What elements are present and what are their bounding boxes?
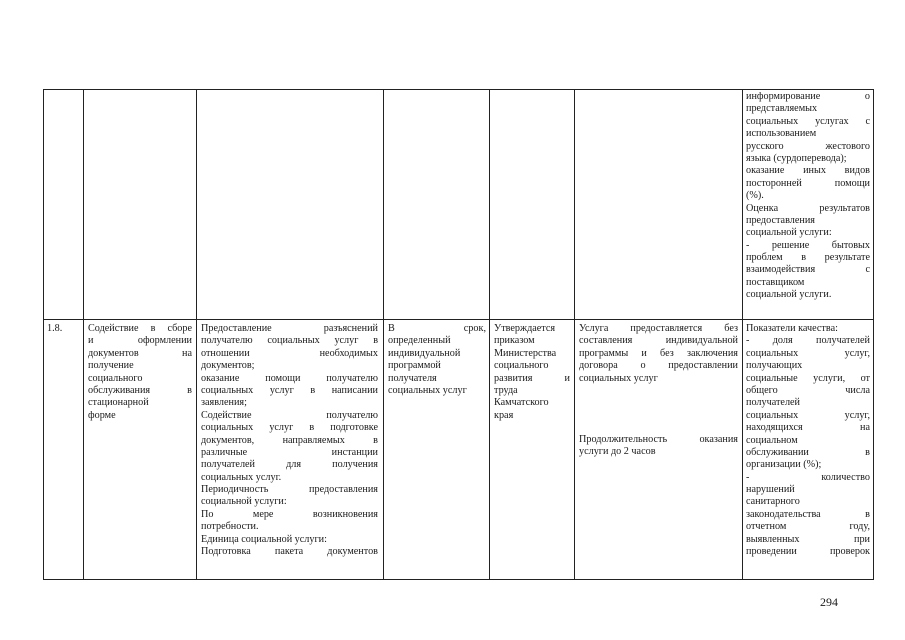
- text-line: отношении необходимых: [201, 347, 378, 359]
- text-line: документов на: [88, 347, 192, 359]
- text-line: взаимодействия с: [746, 264, 870, 276]
- text-line: Содействие в сборе: [88, 323, 192, 334]
- text-line: Предоставление разъяснений: [201, 323, 378, 334]
- text-line: обслуживания в: [88, 384, 192, 396]
- text-line: - доля получателей: [746, 335, 870, 347]
- text-line: социальных услугах с: [746, 115, 870, 127]
- text-line: использованием: [746, 128, 817, 140]
- text-line: программой: [388, 360, 441, 372]
- column-divider: [742, 89, 743, 580]
- text-line: социального: [88, 372, 143, 384]
- table-border-bottom: [43, 579, 874, 580]
- text-line: получателей: [746, 397, 801, 409]
- text-line: приказом: [494, 335, 535, 347]
- text-line: социальных услуг в подготовке: [201, 422, 378, 434]
- text-line: - решение бытовых: [746, 239, 870, 251]
- text-line: потребности.: [201, 521, 259, 533]
- text-line: (%).: [746, 190, 764, 202]
- text-line: Подготовка пакета документов: [201, 546, 378, 558]
- text-line: социальной услуги:: [746, 227, 832, 239]
- text-line: законодательства в: [746, 508, 870, 520]
- text-line: Периодичность предоставления: [201, 484, 378, 496]
- column-divider: [489, 89, 490, 580]
- text-line: общего числа: [746, 384, 870, 396]
- column-divider: [383, 89, 384, 580]
- text-line: поставщиком: [746, 276, 805, 288]
- text-line: услуги до 2 часов: [579, 446, 656, 458]
- text-line: предоставления: [746, 214, 815, 226]
- page-number: 294: [820, 595, 838, 609]
- text-line: составления индивидуальной: [579, 335, 738, 347]
- text-line: развития и: [494, 372, 570, 384]
- text-line: форме: [88, 409, 116, 421]
- text-line: и оформлении: [88, 335, 192, 347]
- text-line: организации (%);: [746, 459, 822, 471]
- text-line: социальных услуг.: [201, 471, 282, 483]
- text-line: социальных услуг в написании: [201, 384, 378, 396]
- table-border-top: [43, 89, 874, 90]
- text-line: стационарной: [88, 397, 149, 409]
- text-line: социальных услуг,: [746, 409, 870, 421]
- text-line: представляемых: [746, 103, 818, 115]
- text-line: социальных услуг: [579, 372, 658, 384]
- text-line: санитарного: [746, 496, 800, 508]
- row-number-cell: [47, 323, 81, 335]
- text-line: Оценка результатов: [746, 202, 870, 214]
- text-line: социального: [494, 360, 549, 372]
- text-line: получающих: [746, 360, 803, 372]
- text-line: края: [494, 409, 514, 421]
- text-line: труда: [494, 384, 518, 396]
- text-line: социальных услуг,: [746, 347, 870, 359]
- text-line: социальных услуг: [388, 384, 467, 396]
- text-line: Услуга предоставляется без: [579, 323, 738, 334]
- text-line: оказание помощи получателю: [201, 372, 378, 384]
- text-line: различные инстанции: [201, 446, 378, 458]
- text-line: социальном: [746, 434, 798, 446]
- service-duration-cell: [579, 434, 738, 459]
- text-line: отчетном году,: [746, 521, 870, 533]
- text-line: Содействие получателю: [201, 409, 378, 421]
- service-term-cell: [388, 323, 486, 397]
- continued-quality-cell: [746, 91, 870, 302]
- text-line: получателя: [388, 372, 437, 384]
- column-divider: [196, 89, 197, 580]
- text-line: проблем в результате: [746, 252, 870, 264]
- text-line: Утверждается: [494, 323, 556, 334]
- row-divider: [43, 319, 874, 320]
- text-line: обслуживании в: [746, 446, 870, 458]
- text-line: получателей для получения: [201, 459, 378, 471]
- text-line: информирование о: [746, 91, 870, 102]
- text-line: индивидуальной: [388, 347, 461, 359]
- text-line: социальные услуги, от: [746, 372, 870, 384]
- text-line: определенный: [388, 335, 451, 347]
- text-line: получение: [88, 360, 134, 372]
- text-line: выявленных при: [746, 533, 870, 545]
- text-line: договора о предоставлении: [579, 360, 738, 372]
- text-line: заявления;: [201, 397, 247, 409]
- service-name-cell: [88, 323, 192, 422]
- text-line: проведении проверок: [746, 546, 870, 558]
- text-line: документов;: [201, 360, 255, 372]
- text-line: русского жестового: [746, 140, 870, 152]
- text-line: - количество: [746, 471, 870, 483]
- quality-indicators-cell: [746, 323, 870, 558]
- table-border-left: [43, 89, 44, 580]
- text-line: посторонней помощи: [746, 177, 870, 189]
- service-description-cell: [201, 323, 378, 558]
- text-line: находящихся на: [746, 422, 870, 434]
- text-line: В срок,: [388, 323, 486, 334]
- text-line: языка (сурдоперевода);: [746, 152, 847, 164]
- text-line: По мере возникновения: [201, 508, 378, 520]
- text-line: Показатели качества:: [746, 323, 838, 334]
- text-line: социальной услуги.: [746, 289, 832, 301]
- text-line: нарушений: [746, 484, 795, 496]
- text-line: Продолжительность оказания: [579, 434, 738, 445]
- service-conditions-cell: [579, 323, 738, 385]
- row-number: 1.8.: [47, 323, 63, 334]
- text-line: Камчатского: [494, 397, 549, 409]
- text-line: оказание иных видов: [746, 165, 870, 177]
- text-line: Единица социальной услуги:: [201, 533, 327, 545]
- text-line: программы и без заключения: [579, 347, 738, 359]
- column-divider: [83, 89, 84, 580]
- column-divider: [574, 89, 575, 580]
- service-cost-cell: [494, 323, 570, 422]
- text-line: Министерства: [494, 347, 557, 359]
- table-border-right: [873, 89, 874, 580]
- text-line: получателю социальных услуг в: [201, 335, 378, 347]
- text-line: социальной услуги:: [201, 496, 287, 508]
- text-line: документов, направляемых в: [201, 434, 378, 446]
